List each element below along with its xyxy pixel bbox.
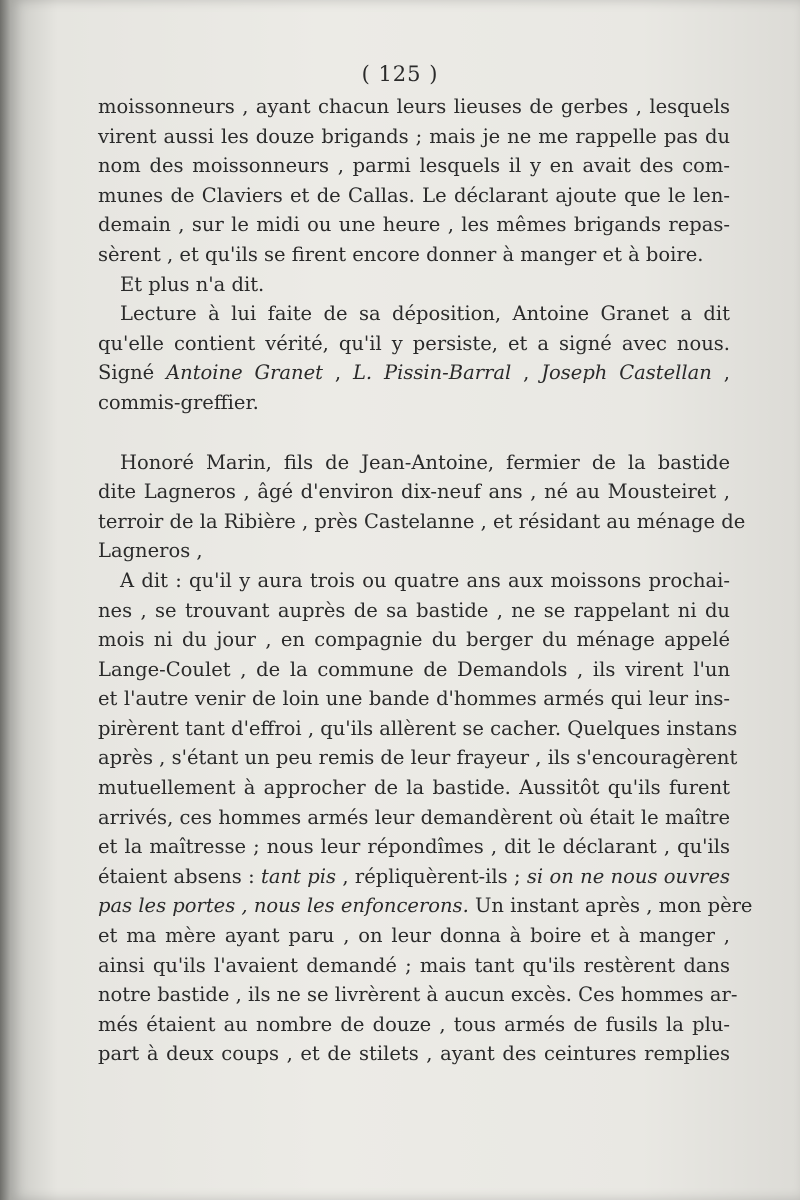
text-line: virent aussi les douze brigands ; mais je ne me rappelle pas du — [98, 124, 730, 148]
text-line — [98, 862, 730, 892]
text-line — [98, 891, 753, 921]
text-line: après , s'étant un peu remis de leur frayeur , ils s'encouragèrent — [98, 746, 738, 770]
paragraph — [98, 270, 730, 300]
paragraph — [98, 448, 746, 566]
text-line: munes de Claviers et de Callas. Le déclarant ajoute que le len- — [98, 183, 730, 207]
text-line: ainsi qu'ils l'avaient demandé ; mais tant qu'ils restèrent dans — [98, 953, 730, 977]
text-line: Lagneros , — [98, 539, 203, 563]
text-line: notre bastide , ils ne se livrèrent à aucun excès. Ces hommes ar- — [98, 983, 738, 1007]
text-line: pirèrent tant d'effroi , qu'ils allèrent se cacher. Quelques instans — [98, 716, 738, 740]
text-line: A dit : qu'il y aura trois ou quatre ans aux moissons prochai- — [120, 568, 730, 592]
text-line: mois ni du jour , en compagnie du berger du ménage appelé — [98, 628, 730, 652]
text-line: nom des moissonneurs , parmi lesquels il y en avait des com- — [98, 154, 730, 178]
text-segment: , — [322, 361, 353, 385]
text-line: qu'elle contient vérité, qu'il y persiste, et a signé avec nous. — [98, 331, 730, 355]
text-line: et la maîtresse ; nous leur répondîmes , dit le déclarant , qu'ils — [98, 835, 730, 859]
page-number: ( 125 ) — [361, 62, 439, 86]
text-line: terroir de la Ribière , près Castelanne , et résidant au ménage de — [98, 509, 746, 533]
text-line: Lange-Coulet , de la commune de Demandols , ils virent l'un — [98, 657, 730, 681]
text-line: et ma mère ayant paru , on leur donna à boire et à manger , — [98, 924, 730, 948]
book-gutter — [0, 0, 10, 1200]
text-line: nes , se trouvant auprès de sa bastide , ne se rappelant ni du — [98, 598, 730, 622]
paragraph-gap — [98, 418, 730, 448]
text-line: més étaient au nombre de douze , tous armés de fusils la plu- — [98, 1012, 730, 1036]
italic-text: Joseph Castellan — [541, 361, 712, 385]
text-segment: Signé — [98, 361, 167, 385]
text-line: demain , sur le midi ou une heure , les mêmes brigands repas- — [98, 213, 730, 237]
paragraph — [98, 299, 730, 417]
text-line: Lecture à lui faite de sa déposition, Antoine Granet a dit — [120, 302, 730, 326]
text-line: arrivés, ces hommes armés leur demandèrent où était le maître — [98, 805, 730, 829]
italic-text: L. Pissin-Barral — [352, 361, 512, 385]
text-segment: étaient absens : — [98, 864, 262, 888]
italic-text: si on ne nous ouvres — [526, 864, 730, 888]
italic-text: tant pis — [261, 864, 336, 888]
text-line: dite Lagneros , âgé d'environ dix-neuf ans , né au Mousteiret , — [98, 480, 730, 504]
italic-text: pas les portes , nous les enfoncerons. — [98, 894, 469, 918]
paragraph — [98, 566, 753, 1069]
text-segment: , répliquèrent-ils ; — [335, 864, 527, 888]
text-line: Et plus n'a dit. — [120, 272, 265, 296]
text-line: Honoré Marin, fils de Jean-Antoine, fermier de la bastide — [120, 450, 730, 474]
italic-text: Antoine Granet — [166, 361, 323, 385]
paragraph — [98, 92, 730, 270]
text-line: moissonneurs , ayant chacun leurs lieuses de gerbes , lesquels — [98, 95, 730, 118]
text-line: mutuellement à approcher de la bastide. Aussitôt qu'ils furent — [98, 776, 730, 800]
text-line: part à deux coups , et de stilets , ayant des ceintures remplies — [98, 1042, 730, 1066]
text-line — [98, 358, 730, 388]
text-segment: Un instant après , mon père — [468, 894, 753, 918]
text-line: sèrent , et qu'ils se firent encore donner à manger et à boire. — [98, 242, 704, 266]
page-body-text — [98, 92, 753, 1069]
text-segment: , — [711, 361, 730, 385]
text-segment: , — [511, 361, 542, 385]
text-line: et l'autre venir de loin une bande d'hommes armés qui leur ins- — [98, 687, 730, 711]
text-line: commis-greffier. — [98, 390, 259, 414]
